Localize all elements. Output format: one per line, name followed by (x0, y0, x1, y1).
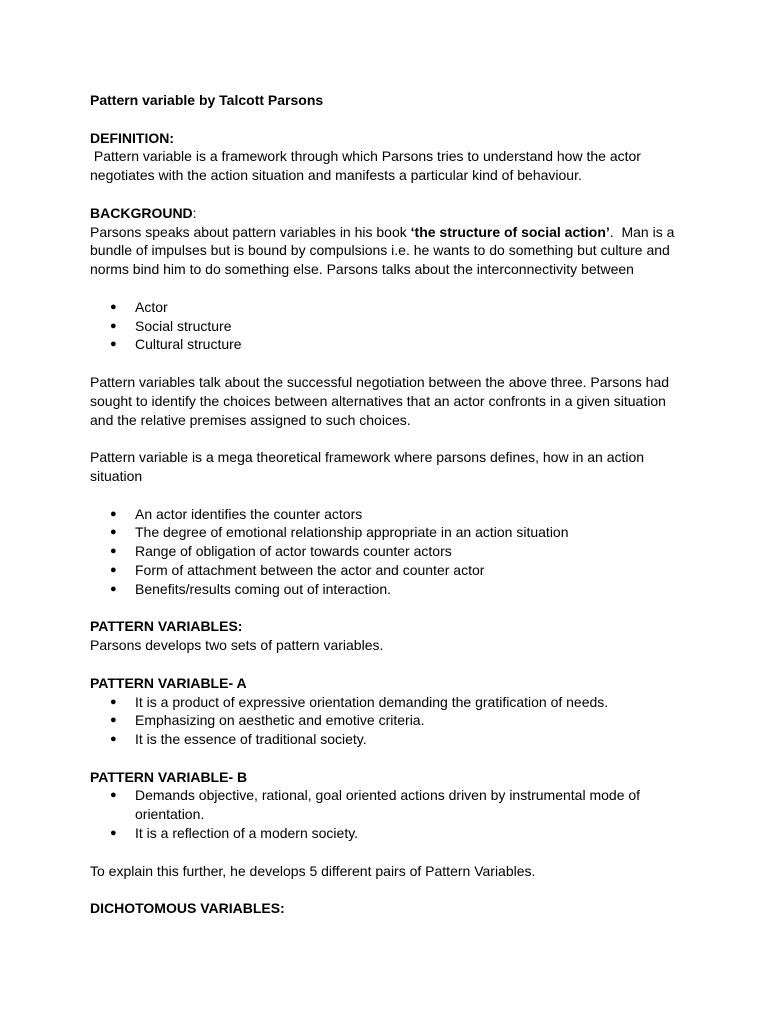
variable-b-heading: PATTERN VARIABLE- B (90, 768, 248, 785)
bullet-glyph: ● (110, 319, 117, 332)
list-item-text: The degree of emotional relationship appropriate in an action situation (135, 524, 569, 541)
list-item-text: Social structure (135, 317, 232, 334)
dichotomous-heading: DICHOTOMOUS VARIABLES: (90, 900, 285, 917)
list-item-text: It is the essence of traditional society. (135, 731, 367, 748)
pattern-variables-text: Parsons develops two sets of pattern variables. (90, 637, 384, 654)
list-item (90, 711, 680, 730)
background-text-before: Parsons speaks about pattern variables in his book (90, 223, 411, 240)
list-item (90, 824, 680, 843)
list-item (90, 298, 680, 317)
list-item (90, 335, 680, 354)
list-item-text: Emphasizing on aesthetic and emotive criteria. (135, 712, 425, 729)
list-item-text: An actor identifies the counter actors (135, 505, 363, 522)
background-heading-line (90, 204, 680, 223)
background-text-after: . Man is a bundle of impulses but is bound by compulsions i.e. he wants to do something but culture and norms bind him to do something else. Parsons talks about the interconnectivity between (90, 223, 679, 278)
bullet-glyph: ● (110, 733, 117, 746)
bullet-glyph: ● (110, 827, 117, 840)
variable-b-list (90, 786, 680, 842)
bullet-glyph: ● (110, 338, 117, 351)
variable-a-heading: PATTERN VARIABLE- A (90, 674, 247, 691)
bullet-glyph: ● (110, 526, 117, 539)
definition-heading: DEFINITION: (90, 129, 174, 146)
bullet-glyph: ● (110, 582, 117, 595)
list-item (90, 580, 680, 599)
framework-paragraph: Pattern variable is a mega theoretical framework where parsons defines, how in an action situation (90, 449, 645, 484)
bullet-glyph: ● (110, 714, 117, 727)
list-item-text: Actor (135, 298, 168, 315)
list-item-text: Demands objective, rational, goal oriented actions driven by instrumental mode of orientation. (135, 787, 641, 823)
list-item-text: Cultural structure (135, 336, 242, 353)
explain-paragraph: To explain this further, he develops 5 different pairs of Pattern Variables. (90, 862, 536, 879)
document-body (90, 91, 680, 918)
bullet-glyph: ● (110, 507, 117, 520)
bullet-glyph: ● (110, 545, 117, 558)
background-list (90, 298, 680, 354)
background-text (90, 223, 680, 279)
list-item (90, 542, 680, 561)
list-item-text: Range of obligation of actor towards counter actors (135, 543, 452, 560)
list-item-text: Form of attachment between the actor and counter actor (135, 561, 485, 578)
bullet-glyph: ● (110, 695, 117, 708)
list-item-text: It is a reflection of a modern society. (135, 825, 359, 842)
list-item (90, 693, 680, 712)
book-title: ‘the structure of social action’ (410, 223, 610, 240)
bullet-glyph: ● (110, 563, 117, 576)
pattern-variables-heading: PATTERN VARIABLES: (90, 618, 243, 635)
definition-text: Pattern variable is a framework through which Parsons tries to understand how the actor negotiates with the action situation and manifests a particular kind of behaviour. (90, 148, 645, 184)
list-item (90, 505, 680, 524)
document-title: Pattern variable by Talcott Parsons (90, 92, 324, 108)
negotiation-paragraph: Pattern variables talk about the successful negotiation between the above three. Parsons had sought to identify the choices between alternatives that an actor confronts in a given situation and the relative premises assigned to such choices. (90, 373, 670, 428)
list-item (90, 561, 680, 580)
list-item-text: Benefits/results coming out of interaction. (135, 580, 392, 597)
background-colon: : (192, 204, 197, 221)
list-item (90, 523, 680, 542)
framework-list (90, 505, 680, 599)
list-item-text: It is a product of expressive orientation demanding the gratification of needs. (135, 693, 609, 710)
variable-a-list (90, 693, 680, 749)
bullet-glyph: ● (110, 789, 117, 802)
background-heading: BACKGROUND (90, 204, 193, 221)
bullet-glyph: ● (110, 300, 117, 313)
list-item (90, 317, 680, 336)
list-item (90, 730, 680, 749)
list-item (90, 786, 680, 824)
